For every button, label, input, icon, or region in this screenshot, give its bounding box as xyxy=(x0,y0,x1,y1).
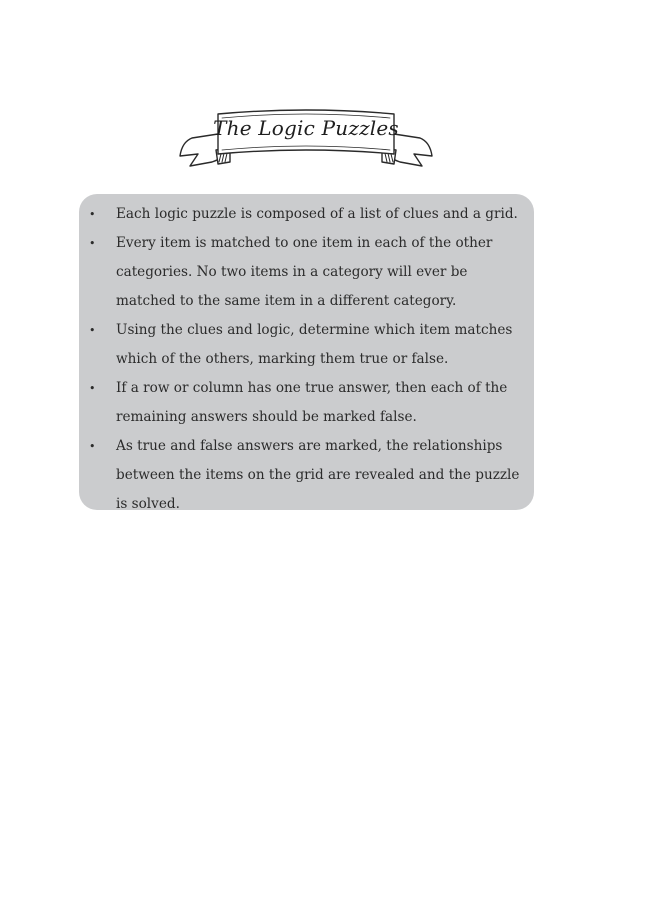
rule-text: Each logic puzzle is composed of a list of clues and a grid. xyxy=(116,206,518,222)
rule-item xyxy=(79,316,520,374)
rule-text: If a row or column has one true answer, then each of the remaining answers should be marked false. xyxy=(116,380,508,425)
rule-text: Every item is matched to one item in each of the other categories. No two items in a category will ever be matched to the same item in a different category. xyxy=(116,235,493,309)
rule-item xyxy=(79,229,520,316)
rule-text: Using the clues and logic, determine which item matches which of the others, marking them true or false. xyxy=(116,322,513,367)
rules-box xyxy=(79,194,534,510)
rule-item xyxy=(79,432,520,519)
bullet-icon: • xyxy=(89,324,96,337)
bullet-icon: • xyxy=(89,237,96,250)
bullet-icon: • xyxy=(89,208,96,221)
rule-item xyxy=(79,200,520,229)
rule-item xyxy=(79,374,520,432)
page-title: The Logic Puzzles xyxy=(213,116,399,140)
bullet-icon: • xyxy=(89,440,96,453)
title-banner xyxy=(178,104,434,184)
rule-text: As true and false answers are marked, the relationships between the items on the grid are revealed and the puzzle is solved. xyxy=(116,438,520,512)
bullet-icon: • xyxy=(89,382,96,395)
rules-list xyxy=(79,200,520,519)
